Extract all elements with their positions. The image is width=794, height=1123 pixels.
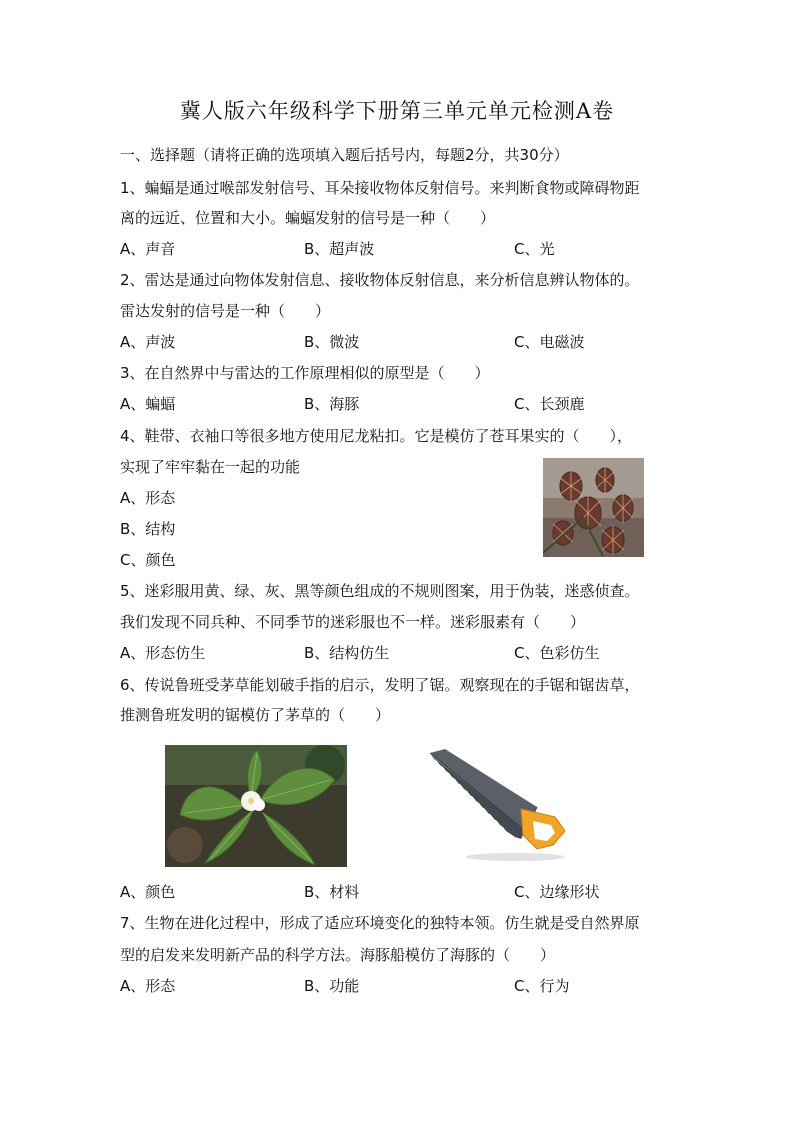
- q1-text-line2: 离的远近、位置和大小。蝙蝠发射的信号是一种（ ）: [120, 209, 496, 227]
- q7-option-b: B、功能: [304, 977, 360, 995]
- page-title: 冀人版六年级科学下册第三单元单元检测A卷: [179, 99, 615, 123]
- section-heading: 一、选择题（请将正确的选项填入题后括号内，每题2分，共30分）: [120, 146, 569, 164]
- q6-option-b: B、材料: [304, 883, 360, 901]
- q7-text-line2: 型的启发来发明新产品的科学方法。海豚船模仿了海豚的（ ）: [120, 946, 556, 964]
- q6-option-c: C、边缘形状: [514, 883, 600, 901]
- q6-text-line1: 6、传说鲁班受茅草能划破手指的启示，发明了锯。观察现在的手锯和锯齿草，: [120, 676, 640, 694]
- q4-text-line1: 4、鞋带、衣袖口等很多地方使用尼龙粘扣。它是模仿了苍耳果实的（ ），: [120, 427, 633, 445]
- q5-option-a: A、形态仿生: [120, 644, 206, 662]
- cocklebur-photo: [543, 458, 644, 557]
- q3-option-a: A、蝙蝠: [120, 395, 176, 413]
- q2-text-line1: 2、雷达是通过向物体发射信息、接收物体反射信息，来分析信息辨认物体的。: [120, 271, 640, 289]
- q3-option-c: C、长颈鹿: [514, 395, 585, 413]
- q3-option-b: B、海豚: [304, 395, 360, 413]
- q1-option-c: C、光: [514, 240, 555, 258]
- q4-option-c: C、颜色: [120, 551, 176, 569]
- q2-option-a: A、声波: [120, 333, 176, 351]
- q2-option-c: C、电磁波: [514, 333, 585, 351]
- q6-text-line2: 推测鲁班发明的锯模仿了茅草的（ ）: [120, 706, 391, 724]
- q4-text-line2: 实现了牢牢黏在一起的功能: [120, 458, 301, 476]
- q7-option-a: A、形态: [120, 977, 176, 995]
- q3-text-line1: 3、在自然界中与雷达的工作原理相似的原型是（ ）: [120, 364, 490, 382]
- sawtooth-grass-photo: [165, 745, 347, 867]
- q1-option-b: B、超声波: [304, 240, 375, 258]
- q2-option-b: B、微波: [304, 333, 360, 351]
- q1-text-line1: 1、蝙蝠是通过喉部发射信号、耳朵接收物体反射信号。来判断食物或障碍物距: [120, 179, 640, 197]
- q6-option-a: A、颜色: [120, 883, 176, 901]
- q2-text-line2: 雷达发射的信号是一种（ ）: [120, 302, 331, 320]
- q7-option-c: C、行为: [514, 977, 570, 995]
- q4-option-b: B、结构: [120, 520, 176, 538]
- q4-option-a: A、形态: [120, 489, 176, 507]
- q5-option-b: B、结构仿生: [304, 644, 390, 662]
- q5-option-c: C、色彩仿生: [514, 644, 600, 662]
- q5-text-line2: 我们发现不同兵种、不同季节的迷彩服也不一样。迷彩服素有（ ）: [120, 613, 586, 631]
- q5-text-line1: 5、迷彩服用黄、绿、灰、黑等颜色组成的不规则图案，用于伪装，迷惑侦查。: [120, 582, 640, 600]
- q7-text-line1: 7、生物在进化过程中，形成了适应环境变化的独特本领。仿生就是受自然界原: [120, 914, 640, 932]
- hand-saw-image: [425, 745, 570, 867]
- q1-option-a: A、声音: [120, 240, 176, 258]
